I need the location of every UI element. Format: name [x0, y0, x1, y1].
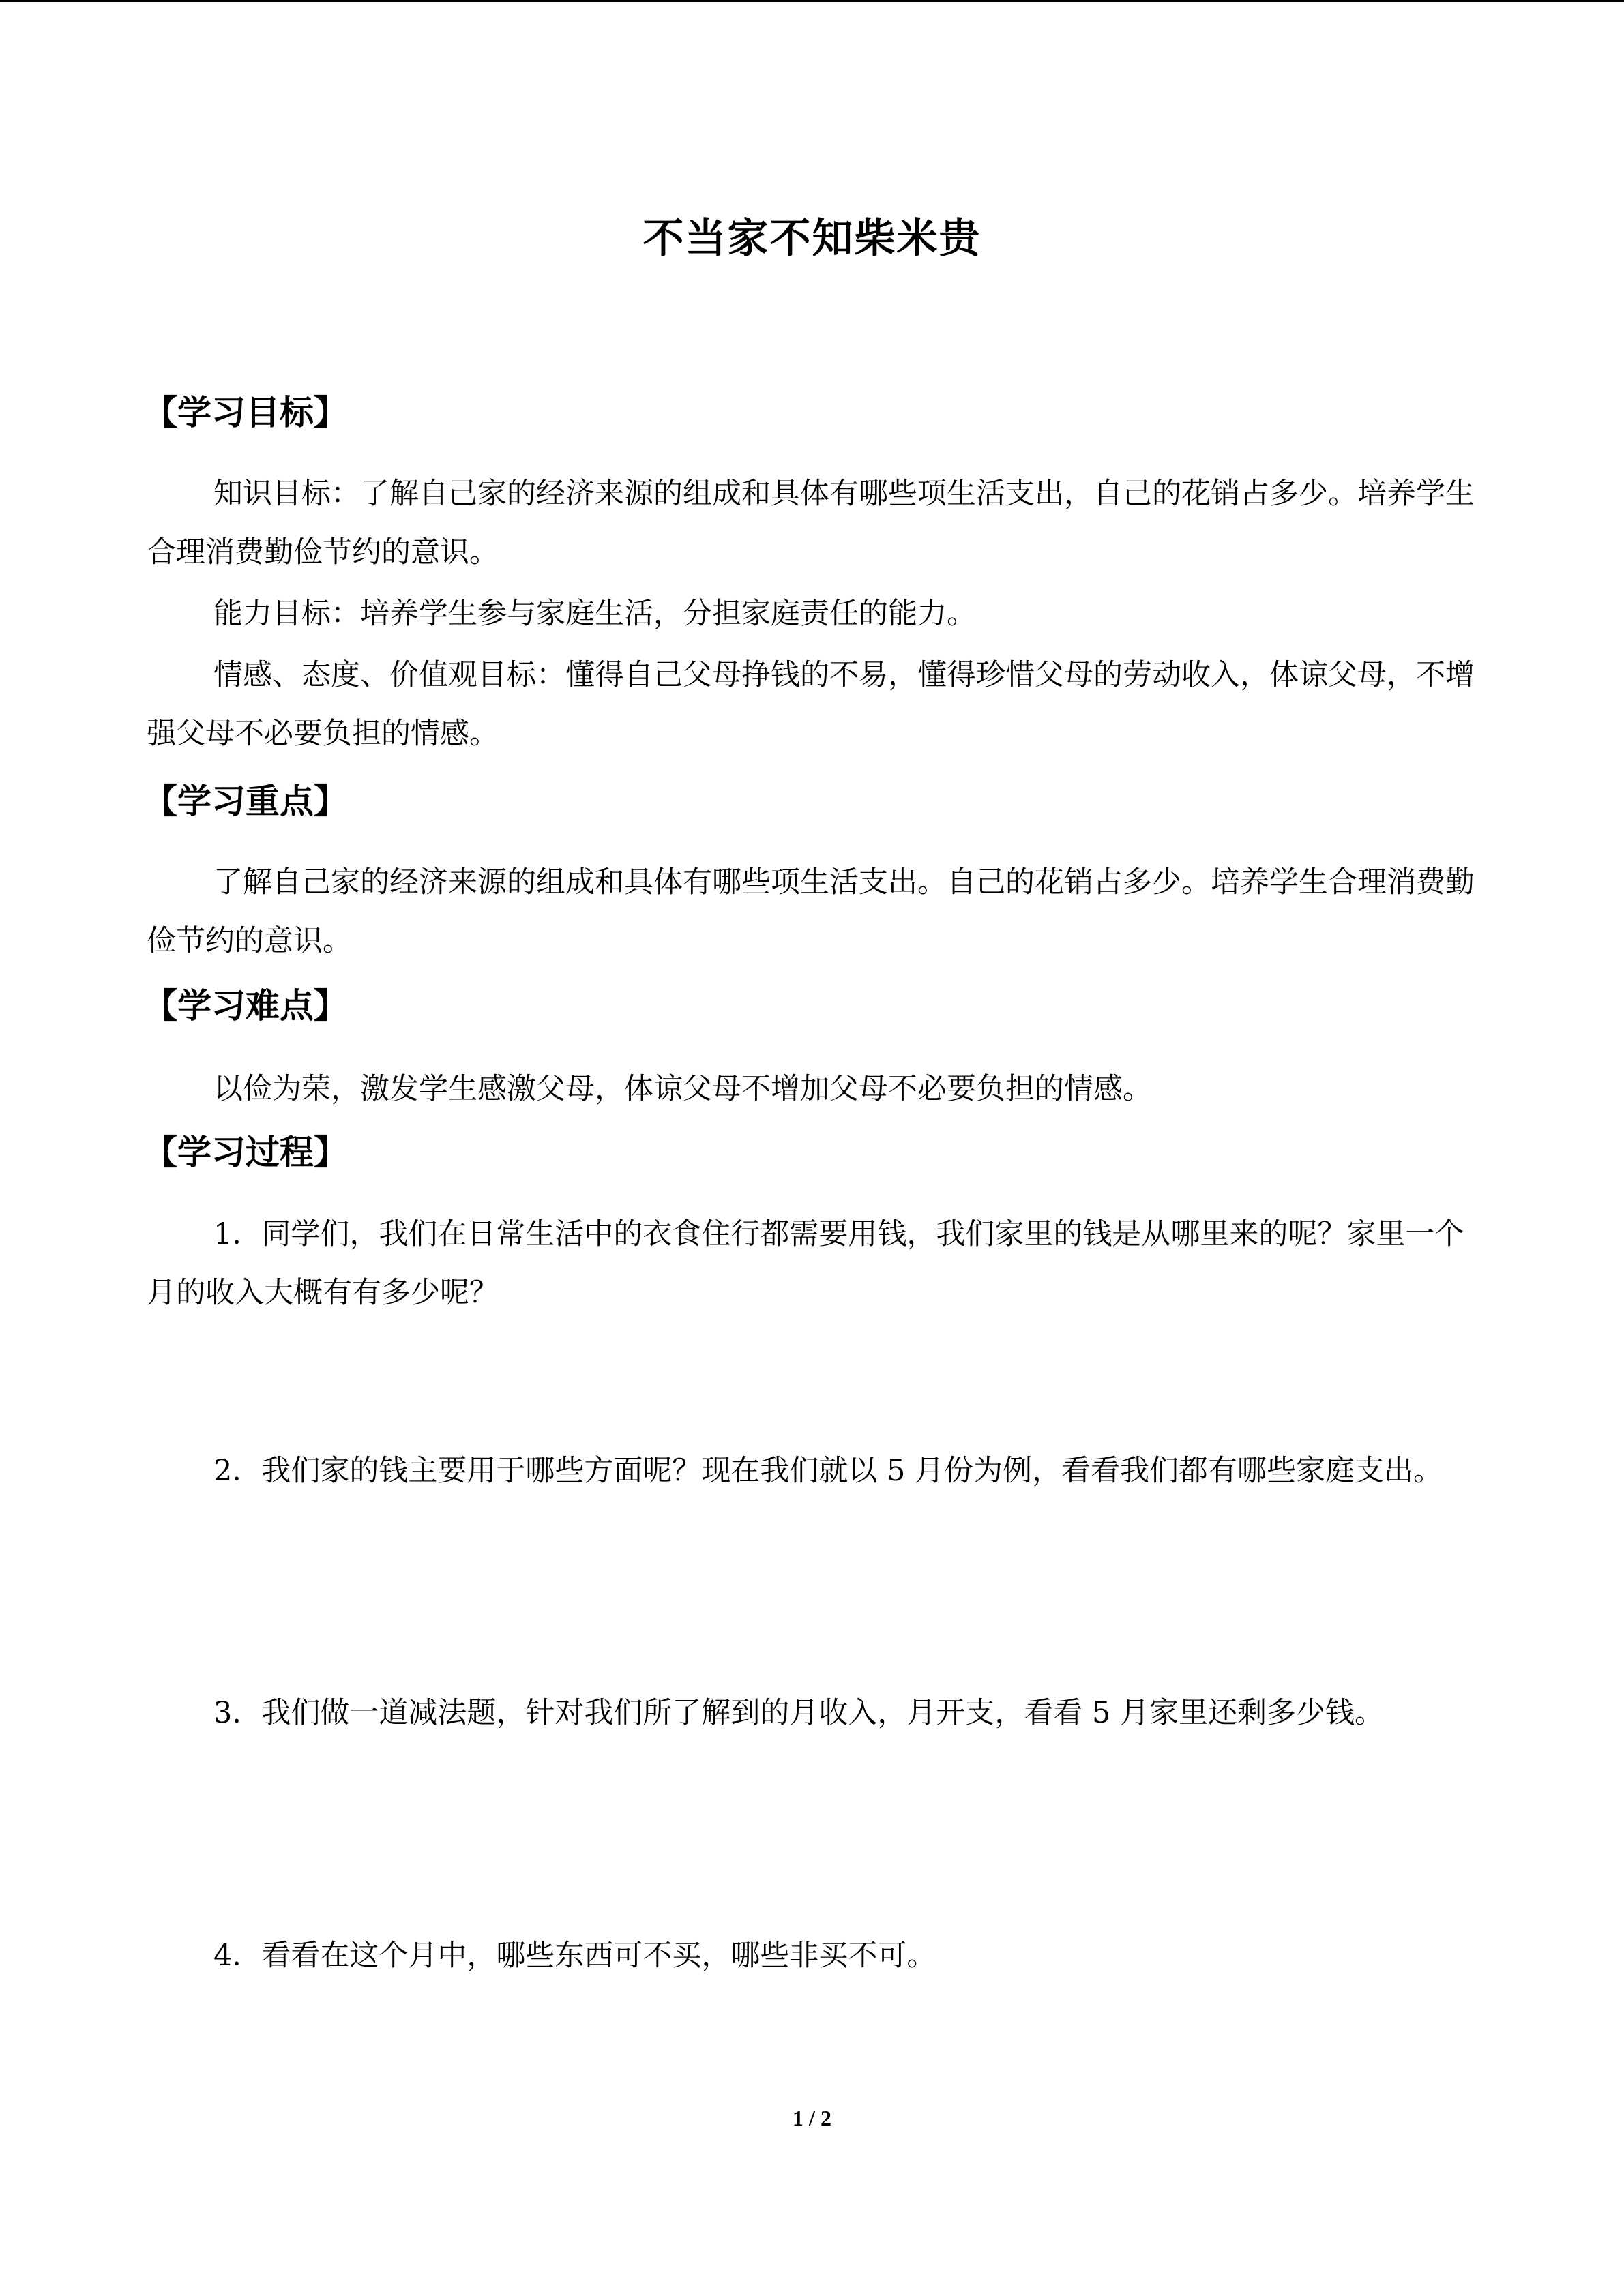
paragraph-knowledge-objective: 知识目标：了解自己家的经济来源的组成和具体有哪些项生活支出，自己的花销占多少。培养学生合理消费勤俭节约的意识。 [147, 477, 1475, 569]
heading-key-points: 【学习重点】 [143, 781, 348, 821]
process-step-1: 1．同学们，我们在日常生活中的衣食住行都需要用钱，我们家里的钱是从哪里来的呢？家里一个月的收入大概有有多少呢？ [147, 1217, 1464, 1310]
process-step-2: 2．我们家的钱主要用于哪些方面呢？现在我们就以 5 月份为例，看看我们都有哪些家庭支出。 [213, 1454, 1443, 1488]
page-top-border [0, 0, 1624, 2]
page-number: 1 / 2 [793, 2106, 831, 2130]
heading-learning-process: 【学习过程】 [143, 1133, 348, 1172]
heading-learning-objectives: 【学习目标】 [143, 393, 348, 432]
process-step-4: 4．看看在这个月中，哪些东西可不买，哪些非买不可。 [213, 1939, 936, 1973]
paragraph-emotion-objective: 情感、态度、价值观目标：懂得自己父母挣钱的不易，懂得珍惜父母的劳动收入，体谅父母，不增强父母不必要负担的情感。 [147, 658, 1475, 751]
paragraph-key-points: 了解自己家的经济来源的组成和具体有哪些项生活支出。自己的花销占多少。培养学生合理消费勤俭节约的意识。 [147, 865, 1475, 958]
paragraph-ability-objective: 能力目标：培养学生参与家庭生活，分担家庭责任的能力。 [213, 597, 976, 631]
process-step-3: 3．我们做一道减法题，针对我们所了解到的月收入，月开支，看看 5 月家里还剩多少钱。 [213, 1696, 1385, 1730]
paragraph-difficulties: 以俭为荣，激发学生感激父母，体谅父母不增加父母不必要负担的情感。 [213, 1072, 1152, 1106]
document-title: 不当家不知柴米贵 [643, 215, 981, 263]
heading-difficulties: 【学习难点】 [143, 986, 348, 1026]
